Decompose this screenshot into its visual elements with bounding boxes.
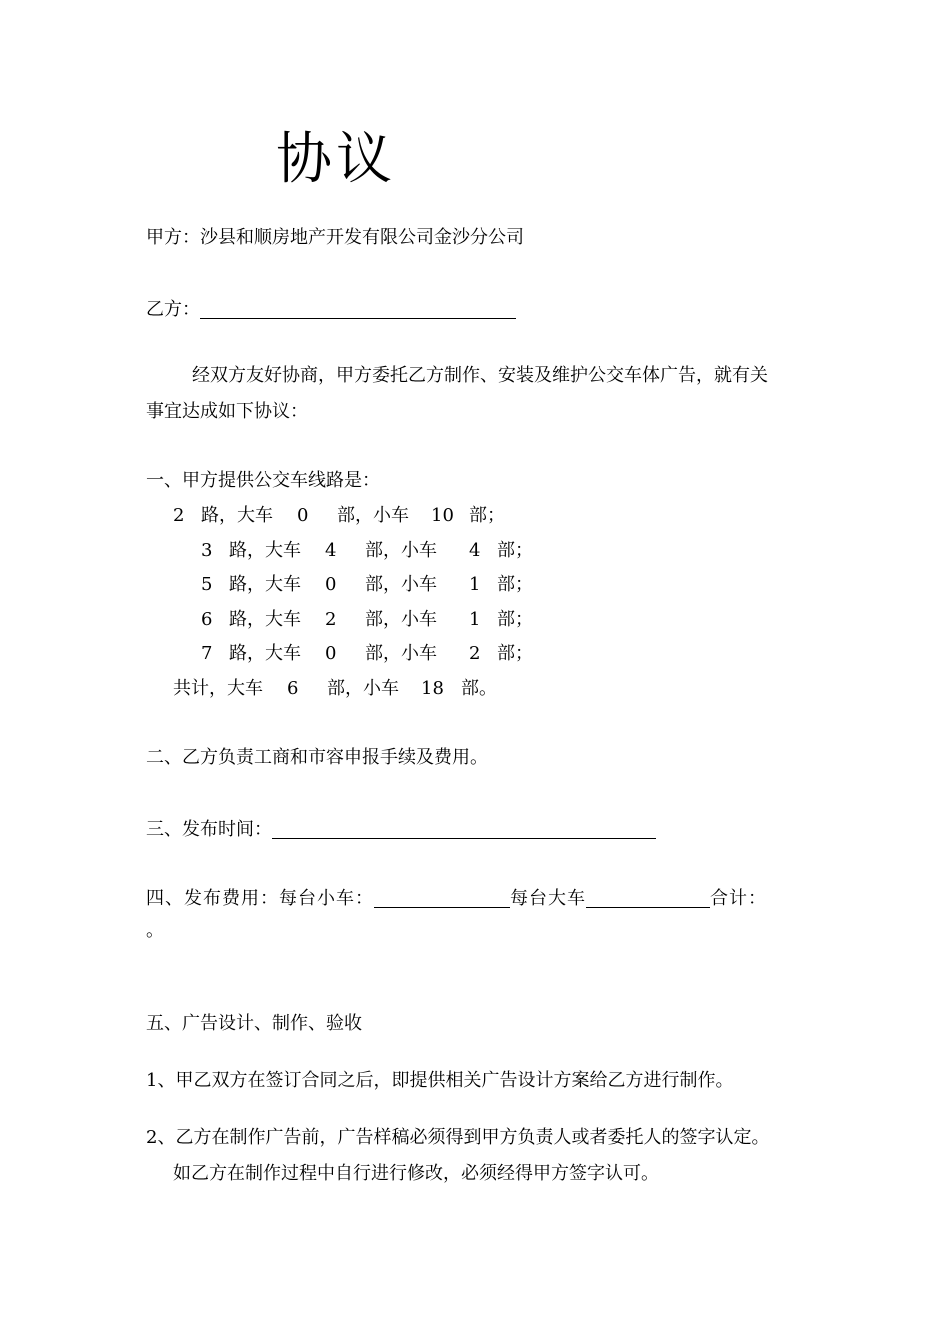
- route-big-count: 0: [325, 574, 337, 595]
- small-car-fee-blank: [374, 887, 510, 908]
- route-number: 3: [201, 540, 213, 561]
- route-road: 路，大车: [229, 574, 301, 595]
- route-unit: 部，小车: [365, 574, 437, 595]
- route-number: 6: [201, 609, 213, 630]
- route-row: [201, 576, 561, 596]
- route-big-count: 0: [325, 643, 337, 664]
- intro-line-1: 经双方友好协商，甲方委托乙方制作、安装及维护公交车体广告，就有关: [192, 365, 768, 386]
- route-number: 5: [201, 574, 213, 595]
- route-row: [201, 611, 561, 631]
- section-3: [146, 818, 656, 839]
- route-row: [201, 542, 561, 562]
- section-5-heading: 五、广告设计、制作、验收: [146, 1013, 362, 1034]
- publish-time-blank: [272, 818, 656, 839]
- party-b-line: [146, 298, 516, 319]
- party-b-label: 乙方：: [146, 299, 200, 320]
- route-big-count: 4: [325, 540, 337, 561]
- big-car-fee-label: 每台大车: [510, 888, 586, 909]
- section-4: [146, 887, 767, 908]
- route-unit: 部，小车: [365, 609, 437, 630]
- section-4-cont: 。: [146, 920, 164, 941]
- route-big-count: 2: [325, 609, 337, 630]
- route-small-count: 1: [469, 574, 481, 595]
- total-unit: 部，小车: [327, 678, 399, 699]
- route-small-count: 1: [469, 609, 481, 630]
- section-1-heading: 一、甲方提供公交车线路是：: [146, 470, 380, 491]
- route-row: [201, 645, 561, 665]
- route-unit: 部，小车: [337, 505, 409, 526]
- page-title: 协议: [276, 127, 396, 192]
- publish-time-label: 三、发布时间：: [146, 819, 272, 840]
- section-5-item-1: 1、甲乙双方在签订合同之后，即提供相关广告设计方案给乙方进行制作。: [146, 1070, 734, 1091]
- fee-label: 四、发布费用：每台小车：: [146, 888, 374, 909]
- total-fee-label: 合计：: [710, 888, 767, 909]
- route-road: 路，大车: [229, 540, 301, 561]
- route-number: 7: [201, 643, 213, 664]
- big-car-fee-blank: [586, 887, 710, 908]
- route-row: [173, 507, 533, 527]
- total-end: 部。: [461, 678, 497, 699]
- route-small-count: 4: [469, 540, 481, 561]
- route-end: 部；: [469, 505, 505, 526]
- route-road: 路，大车: [229, 609, 301, 630]
- total-big-count: 6: [287, 678, 299, 699]
- route-end: 部；: [497, 643, 533, 664]
- route-unit: 部，小车: [365, 643, 437, 664]
- route-end: 部；: [497, 574, 533, 595]
- route-number: 2: [173, 505, 185, 526]
- route-big-count: 0: [297, 505, 309, 526]
- route-end: 部；: [497, 540, 533, 561]
- section-5-item-2-line-2: 如乙方在制作过程中自行进行修改，必须经得甲方签字认可。: [173, 1163, 659, 1184]
- total-small-count: 18: [421, 678, 444, 699]
- party-a-line: 甲方：沙县和顺房地产开发有限公司金沙分公司: [146, 227, 524, 248]
- party-b-blank: [200, 298, 516, 319]
- route-road: 路，大车: [229, 643, 301, 664]
- route-total-row: [173, 680, 573, 700]
- section-2: 二、乙方负责工商和市容申报手续及费用。: [146, 747, 488, 768]
- route-small-count: 2: [469, 643, 481, 664]
- route-end: 部；: [497, 609, 533, 630]
- total-prefix: 共计，大车: [173, 678, 263, 699]
- section-5-item-2-line-1: 2、乙方在制作广告前，广告样稿必须得到甲方负责人或者委托人的签字认定。: [146, 1127, 770, 1148]
- intro-line-2: 事宜达成如下协议：: [146, 401, 308, 422]
- route-unit: 部，小车: [365, 540, 437, 561]
- route-small-count: 10: [431, 505, 454, 526]
- route-road: 路，大车: [201, 505, 273, 526]
